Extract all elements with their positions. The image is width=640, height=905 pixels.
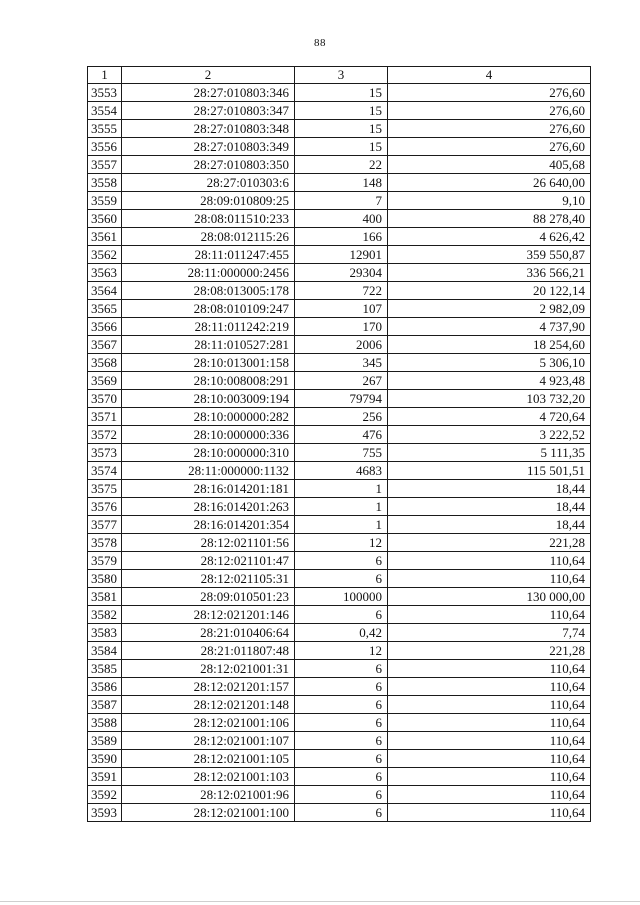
table-row: [88, 246, 591, 264]
table-row: [88, 588, 591, 606]
amount-cell: 276,60: [388, 138, 591, 156]
amount-cell: 110,64: [388, 696, 591, 714]
cadastral-number-cell: 28:12:021001:31: [122, 660, 295, 678]
area-cell: 6: [295, 750, 388, 768]
row-number-cell: 3569: [88, 372, 122, 390]
amount-cell: 110,64: [388, 606, 591, 624]
data-table: [87, 66, 591, 822]
table-row: [88, 606, 591, 624]
column-header-4: 4: [388, 67, 591, 84]
table-row: [88, 84, 591, 102]
amount-cell: 276,60: [388, 120, 591, 138]
row-number-cell: 3589: [88, 732, 122, 750]
amount-cell: 4 720,64: [388, 408, 591, 426]
amount-cell: 276,60: [388, 102, 591, 120]
page-number: 88: [314, 37, 326, 49]
cadastral-number-cell: 28:12:021001:106: [122, 714, 295, 732]
amount-cell: 110,64: [388, 768, 591, 786]
cadastral-number-cell: 28:08:010109:247: [122, 300, 295, 318]
area-cell: 400: [295, 210, 388, 228]
row-number-cell: 3593: [88, 804, 122, 822]
column-header-2: 2: [122, 67, 295, 84]
amount-cell: 130 000,00: [388, 588, 591, 606]
cadastral-number-cell: 28:16:014201:263: [122, 498, 295, 516]
header-row: [88, 67, 591, 84]
column-header-3: 3: [295, 67, 388, 84]
cadastral-number-cell: 28:27:010803:350: [122, 156, 295, 174]
amount-cell: 405,68: [388, 156, 591, 174]
row-number-cell: 3555: [88, 120, 122, 138]
amount-cell: 26 640,00: [388, 174, 591, 192]
area-cell: 755: [295, 444, 388, 462]
amount-cell: 9,10: [388, 192, 591, 210]
amount-cell: 110,64: [388, 660, 591, 678]
row-number-cell: 3581: [88, 588, 122, 606]
row-number-cell: 3590: [88, 750, 122, 768]
amount-cell: 359 550,87: [388, 246, 591, 264]
cadastral-number-cell: 28:10:013001:158: [122, 354, 295, 372]
cadastral-number-cell: 28:11:011247:455: [122, 246, 295, 264]
cadastral-number-cell: 28:12:021101:47: [122, 552, 295, 570]
area-cell: 29304: [295, 264, 388, 282]
table-row: [88, 498, 591, 516]
table-row: [88, 372, 591, 390]
cadastral-number-cell: 28:27:010803:347: [122, 102, 295, 120]
area-cell: 15: [295, 102, 388, 120]
cadastral-number-cell: 28:16:014201:354: [122, 516, 295, 534]
area-cell: 166: [295, 228, 388, 246]
amount-cell: 221,28: [388, 642, 591, 660]
area-cell: 0,42: [295, 624, 388, 642]
cadastral-number-cell: 28:10:008008:291: [122, 372, 295, 390]
area-cell: 6: [295, 696, 388, 714]
amount-cell: 110,64: [388, 732, 591, 750]
table-row: [88, 462, 591, 480]
cadastral-number-cell: 28:09:010501:23: [122, 588, 295, 606]
row-number-cell: 3560: [88, 210, 122, 228]
cadastral-number-cell: 28:21:010406:64: [122, 624, 295, 642]
row-number-cell: 3583: [88, 624, 122, 642]
amount-cell: 88 278,40: [388, 210, 591, 228]
row-number-cell: 3557: [88, 156, 122, 174]
area-cell: 15: [295, 84, 388, 102]
row-number-cell: 3575: [88, 480, 122, 498]
row-number-cell: 3561: [88, 228, 122, 246]
area-cell: 7: [295, 192, 388, 210]
amount-cell: 110,64: [388, 552, 591, 570]
area-cell: 12: [295, 642, 388, 660]
area-cell: 4683: [295, 462, 388, 480]
table-row: [88, 102, 591, 120]
area-cell: 6: [295, 768, 388, 786]
area-cell: 345: [295, 354, 388, 372]
area-cell: 6: [295, 714, 388, 732]
table-row: [88, 552, 591, 570]
area-cell: 170: [295, 318, 388, 336]
amount-cell: 2 982,09: [388, 300, 591, 318]
table-row: [88, 120, 591, 138]
row-number-cell: 3592: [88, 786, 122, 804]
area-cell: 476: [295, 426, 388, 444]
amount-cell: 110,64: [388, 786, 591, 804]
table-row: [88, 156, 591, 174]
table-row: [88, 192, 591, 210]
table-row: [88, 264, 591, 282]
area-cell: 12901: [295, 246, 388, 264]
table-row: [88, 336, 591, 354]
table-row: [88, 768, 591, 786]
table-row: [88, 804, 591, 822]
area-cell: 6: [295, 660, 388, 678]
row-number-cell: 3578: [88, 534, 122, 552]
cadastral-number-cell: 28:09:010809:25: [122, 192, 295, 210]
amount-cell: 110,64: [388, 750, 591, 768]
amount-cell: 110,64: [388, 678, 591, 696]
row-number-cell: 3570: [88, 390, 122, 408]
cadastral-number-cell: 28:08:011510:233: [122, 210, 295, 228]
table-row: [88, 354, 591, 372]
table-row: [88, 426, 591, 444]
amount-cell: 4 626,42: [388, 228, 591, 246]
area-cell: 12: [295, 534, 388, 552]
area-cell: 107: [295, 300, 388, 318]
table-header: [88, 67, 591, 84]
cadastral-number-cell: 28:10:000000:310: [122, 444, 295, 462]
cadastral-number-cell: 28:12:021001:96: [122, 786, 295, 804]
row-number-cell: 3559: [88, 192, 122, 210]
cadastral-number-cell: 28:12:021201:146: [122, 606, 295, 624]
row-number-cell: 3556: [88, 138, 122, 156]
amount-cell: 7,74: [388, 624, 591, 642]
row-number-cell: 3572: [88, 426, 122, 444]
cadastral-number-cell: 28:27:010303:6: [122, 174, 295, 192]
table-row: [88, 534, 591, 552]
cadastral-number-cell: 28:12:021001:100: [122, 804, 295, 822]
amount-cell: 110,64: [388, 714, 591, 732]
amount-cell: 5 111,35: [388, 444, 591, 462]
cadastral-number-cell: 28:11:010527:281: [122, 336, 295, 354]
amount-cell: 18,44: [388, 498, 591, 516]
table-row: [88, 282, 591, 300]
table-row: [88, 174, 591, 192]
area-cell: 6: [295, 804, 388, 822]
cadastral-number-cell: 28:27:010803:348: [122, 120, 295, 138]
table-row: [88, 318, 591, 336]
cadastral-number-cell: 28:08:012115:26: [122, 228, 295, 246]
row-number-cell: 3582: [88, 606, 122, 624]
cadastral-number-cell: 28:12:021101:56: [122, 534, 295, 552]
area-cell: 1: [295, 498, 388, 516]
cadastral-number-cell: 28:10:000000:282: [122, 408, 295, 426]
table-row: [88, 444, 591, 462]
cadastral-number-cell: 28:08:013005:178: [122, 282, 295, 300]
area-cell: 6: [295, 786, 388, 804]
amount-cell: 110,64: [388, 570, 591, 588]
area-cell: 148: [295, 174, 388, 192]
row-number-cell: 3558: [88, 174, 122, 192]
cadastral-number-cell: 28:10:000000:336: [122, 426, 295, 444]
row-number-cell: 3564: [88, 282, 122, 300]
table-row: [88, 300, 591, 318]
amount-cell: 276,60: [388, 84, 591, 102]
table-row: [88, 138, 591, 156]
amount-cell: 3 222,52: [388, 426, 591, 444]
area-cell: 6: [295, 678, 388, 696]
area-cell: 1: [295, 516, 388, 534]
row-number-cell: 3580: [88, 570, 122, 588]
area-cell: 6: [295, 606, 388, 624]
row-number-cell: 3576: [88, 498, 122, 516]
table-row: [88, 408, 591, 426]
page-bottom-edge: [0, 901, 640, 902]
table-row: [88, 210, 591, 228]
area-cell: 267: [295, 372, 388, 390]
area-cell: 2006: [295, 336, 388, 354]
amount-cell: 4 737,90: [388, 318, 591, 336]
table-row: [88, 480, 591, 498]
row-number-cell: 3563: [88, 264, 122, 282]
amount-cell: 20 122,14: [388, 282, 591, 300]
row-number-cell: 3553: [88, 84, 122, 102]
row-number-cell: 3574: [88, 462, 122, 480]
table-row: [88, 516, 591, 534]
area-cell: 79794: [295, 390, 388, 408]
cadastral-number-cell: 28:16:014201:181: [122, 480, 295, 498]
area-cell: 6: [295, 552, 388, 570]
table-row: [88, 696, 591, 714]
table-row: [88, 390, 591, 408]
cadastral-number-cell: 28:12:021201:157: [122, 678, 295, 696]
table-row: [88, 642, 591, 660]
table-row: [88, 570, 591, 588]
amount-cell: 221,28: [388, 534, 591, 552]
row-number-cell: 3584: [88, 642, 122, 660]
amount-cell: 4 923,48: [388, 372, 591, 390]
area-cell: 256: [295, 408, 388, 426]
cadastral-number-cell: 28:11:011242:219: [122, 318, 295, 336]
amount-cell: 336 566,21: [388, 264, 591, 282]
amount-cell: 115 501,51: [388, 462, 591, 480]
cadastral-number-cell: 28:12:021001:103: [122, 768, 295, 786]
row-number-cell: 3566: [88, 318, 122, 336]
area-cell: 15: [295, 120, 388, 138]
cadastral-number-cell: 28:10:003009:194: [122, 390, 295, 408]
table-row: [88, 750, 591, 768]
row-number-cell: 3567: [88, 336, 122, 354]
table-row: [88, 228, 591, 246]
cadastral-number-cell: 28:27:010803:349: [122, 138, 295, 156]
amount-cell: 18 254,60: [388, 336, 591, 354]
cadastral-number-cell: 28:27:010803:346: [122, 84, 295, 102]
amount-cell: 18,44: [388, 480, 591, 498]
area-cell: 1: [295, 480, 388, 498]
amount-cell: 103 732,20: [388, 390, 591, 408]
area-cell: 6: [295, 732, 388, 750]
table-row: [88, 714, 591, 732]
row-number-cell: 3554: [88, 102, 122, 120]
row-number-cell: 3588: [88, 714, 122, 732]
row-number-cell: 3562: [88, 246, 122, 264]
cadastral-number-cell: 28:12:021001:105: [122, 750, 295, 768]
cadastral-number-cell: 28:12:021105:31: [122, 570, 295, 588]
area-cell: 100000: [295, 588, 388, 606]
row-number-cell: 3571: [88, 408, 122, 426]
row-number-cell: 3585: [88, 660, 122, 678]
cadastral-number-cell: 28:12:021001:107: [122, 732, 295, 750]
area-cell: 22: [295, 156, 388, 174]
table-row: [88, 624, 591, 642]
table-row: [88, 660, 591, 678]
row-number-cell: 3568: [88, 354, 122, 372]
cadastral-number-cell: 28:11:000000:1132: [122, 462, 295, 480]
column-header-1: 1: [88, 67, 122, 84]
cadastral-number-cell: 28:12:021201:148: [122, 696, 295, 714]
area-cell: 722: [295, 282, 388, 300]
table-row: [88, 732, 591, 750]
cadastral-number-cell: 28:21:011807:48: [122, 642, 295, 660]
area-cell: 15: [295, 138, 388, 156]
amount-cell: 110,64: [388, 804, 591, 822]
table-body: [88, 84, 591, 822]
row-number-cell: 3577: [88, 516, 122, 534]
row-number-cell: 3565: [88, 300, 122, 318]
row-number-cell: 3573: [88, 444, 122, 462]
row-number-cell: 3587: [88, 696, 122, 714]
row-number-cell: 3591: [88, 768, 122, 786]
table-row: [88, 786, 591, 804]
row-number-cell: 3579: [88, 552, 122, 570]
row-number-cell: 3586: [88, 678, 122, 696]
amount-cell: 18,44: [388, 516, 591, 534]
area-cell: 6: [295, 570, 388, 588]
cadastral-number-cell: 28:11:000000:2456: [122, 264, 295, 282]
table-row: [88, 678, 591, 696]
amount-cell: 5 306,10: [388, 354, 591, 372]
